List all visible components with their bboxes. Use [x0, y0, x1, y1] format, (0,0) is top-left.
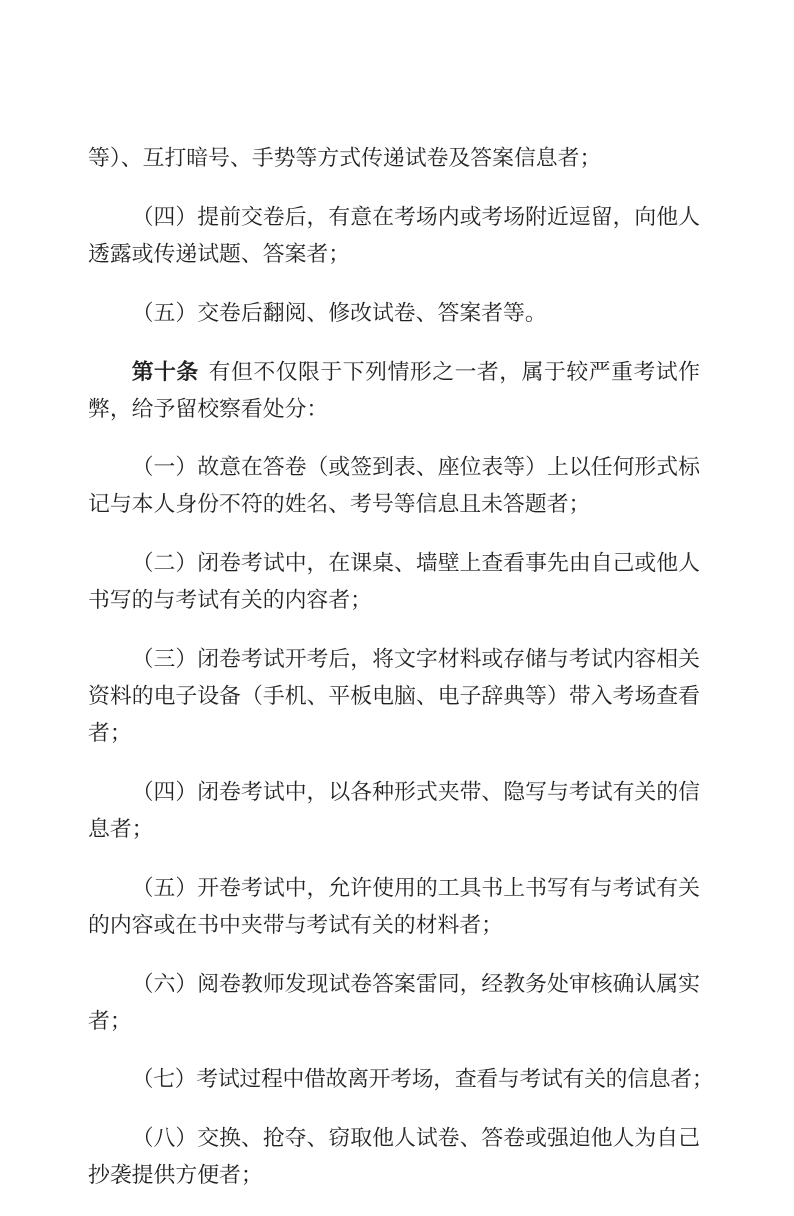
text-line: 者；: [88, 721, 132, 746]
article-number-label: 第十条: [131, 359, 199, 384]
text-line: （四）提前交卷后，有意在考场内或考场附近逗留，向他人: [131, 204, 700, 229]
text-line: （八）交换、抢夺、窃取他人试卷、答卷或强迫他人为自己: [131, 1126, 700, 1151]
text-line: 的内容或在书中夹带与考试有关的材料者；: [88, 912, 504, 937]
text-line: （一）故意在答卷（或签到表、座位表等）上以任何形式标: [131, 455, 700, 480]
text-line: （二）闭卷考试中，在课桌、墙壁上查看事先由自己或他人: [131, 551, 700, 576]
text-line: （七）考试过程中借故离开考场，查看与考试有关的信息者；: [131, 1067, 714, 1092]
text-line: （五）开卷考试中，允许使用的工具书上书写有与考试有关: [131, 875, 700, 900]
page-text-block: [88, 140, 714, 1216]
text-line: 息者；: [88, 816, 154, 841]
text-line: 透露或传递试题、答案者；: [88, 241, 351, 266]
text-line: 记与本人身份不符的姓名、考号等信息且未答题者；: [88, 492, 591, 517]
text-line: （三）闭卷考试开考后，将文字材料或存储与考试内容相关: [131, 647, 700, 672]
text-line: 资料的电子设备（手机、平板电脑、电子辞典等）带入考场查看: [88, 684, 700, 709]
text-line: 书写的与考试有关的内容者；: [88, 588, 372, 613]
text-line: 等）、互打暗号、手势等方式传递试卷及答案信息者；: [88, 146, 602, 170]
text-line: [88, 354, 700, 391]
text-line: （六）阅卷教师发现试卷答案雷同，经教务处审核确认属实: [131, 971, 700, 996]
text-line: （四）闭卷考试中，以各种形式夹带、隐写与考试有关的信: [131, 779, 700, 804]
text-line: 弊，给予留校察看处分：: [88, 396, 329, 421]
text-line: 抄袭提供方便者；: [88, 1163, 263, 1188]
text-line: （五）交卷后翻阅、修改试卷、答案者等。: [131, 300, 547, 325]
text-line: 者；: [88, 1008, 132, 1033]
article-text: 有但不仅限于下列情形之一者，属于较严重考试作: [208, 359, 701, 384]
